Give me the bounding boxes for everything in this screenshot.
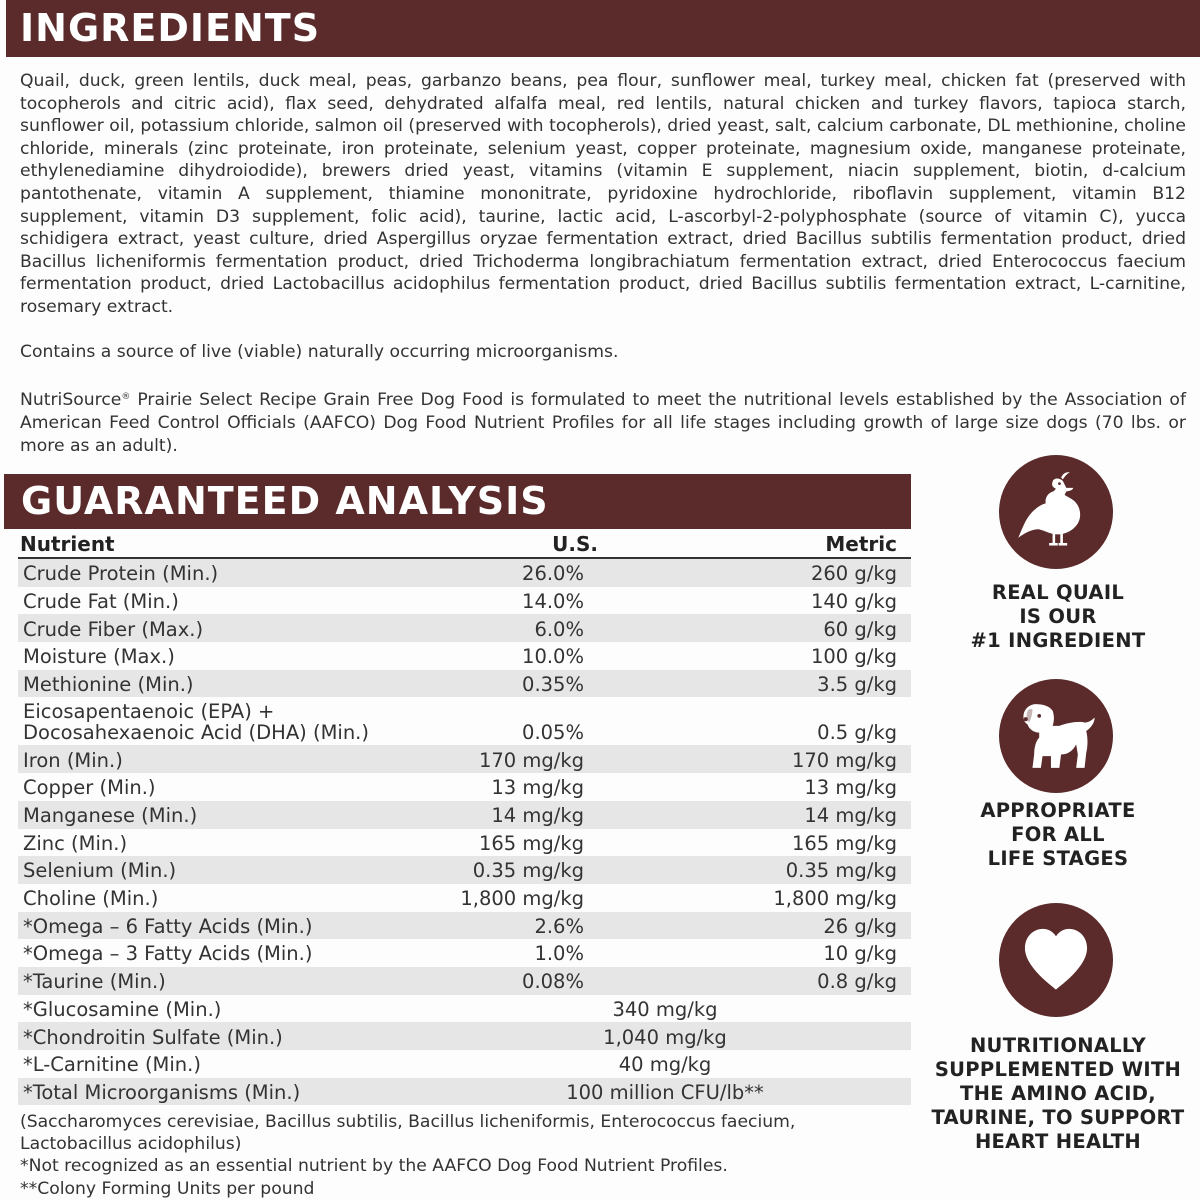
badge-line: TAURINE, TO SUPPORT [931, 1106, 1185, 1129]
nutrient-name: Crude Fat (Min.) [23, 589, 179, 613]
registered-mark: ® [121, 392, 131, 403]
metric-value: 0.5 g/kg [817, 720, 897, 744]
quail-icon [1013, 469, 1099, 555]
metric-value: 14 mg/kg [804, 804, 897, 827]
table-row [18, 995, 911, 1023]
us-value: 0.08% [522, 970, 584, 994]
nutrient-name: *Glucosamine (Min.) [23, 997, 222, 1021]
metric-value: 165 mg/kg [791, 831, 897, 855]
us-value: 6.0% [534, 617, 584, 641]
metric-value: 60 g/kg [823, 617, 897, 641]
us-value: 13 mg/kg [491, 776, 584, 800]
nutrient-value: 40 mg/kg [618, 1053, 712, 1077]
heart-icon [1019, 923, 1093, 997]
note-aafco: *Not recognized as an essential nutrient by the AAFCO Dog Food Nutrient Profiles. [20, 1156, 728, 1177]
col-us: U.S. [552, 532, 598, 556]
badge-line: APPROPRIATE [980, 799, 1136, 822]
nutrient-name: Zinc (Min.) [23, 831, 128, 855]
badge-line: IS OUR [1019, 605, 1097, 628]
nutrient-name: Iron (Min.) [23, 748, 123, 772]
nutrient-name: *Omega – 6 Fatty Acids (Min.) [23, 914, 313, 938]
us-value: 0.05% [522, 720, 584, 744]
table-row [18, 614, 911, 642]
nutrient-name: *Omega – 3 Fatty Acids (Min.) [23, 942, 313, 966]
badge-line: NUTRITIONALLY [969, 1034, 1147, 1057]
table-row [18, 1050, 911, 1078]
badge-line: #1 INGREDIENT [970, 629, 1146, 652]
metric-value: 13 mg/kg [804, 776, 897, 800]
metric-value: 1,800 mg/kg [773, 887, 897, 911]
table-row [18, 967, 911, 995]
table-row [18, 829, 911, 857]
us-value: 10.0% [522, 645, 584, 669]
col-nutrient: Nutrient [20, 532, 115, 556]
us-value: 170 mg/kg [478, 748, 584, 772]
nutrient-name: Copper (Min.) [23, 776, 156, 800]
us-value: 26.0% [522, 562, 584, 586]
nutrient-name: Selenium (Min.) [23, 859, 177, 883]
table-row [18, 642, 911, 670]
analysis-table [18, 532, 911, 1105]
metric-value: 10 g/kg [823, 942, 897, 966]
table-row [18, 884, 911, 912]
metric-value: 140 g/kg [810, 589, 897, 613]
nutrient-name: Crude Protein (Min.) [23, 562, 219, 586]
nutrient-name: *L-Carnitine (Min.) [23, 1053, 201, 1077]
metric-value: 170 mg/kg [791, 748, 897, 772]
nutrient-name: Methionine (Min.) [23, 672, 194, 696]
microorganisms-statement: Contains a source of live (viable) naturally occurring microorganisms. [20, 342, 619, 363]
metric-value: 26 g/kg [823, 914, 897, 938]
us-value: 14.0% [522, 589, 584, 613]
table-row [18, 801, 911, 829]
aafco-statement [20, 386, 1186, 457]
table-row [18, 670, 911, 698]
nutrient-name: *Total Microorganisms (Min.) [23, 1080, 301, 1104]
table-body [18, 559, 911, 1105]
us-value: 2.6% [534, 914, 584, 938]
heart-badge [999, 903, 1113, 1017]
nutrient-name: Crude Fiber (Max.) [23, 617, 204, 641]
quail-badge-text [916, 581, 1200, 653]
badge-line: THE AMINO ACID, [960, 1082, 1156, 1105]
puppy-badge [999, 679, 1113, 793]
table-row [18, 939, 911, 967]
table-row [18, 1078, 911, 1106]
badge-line: FOR ALL [1011, 823, 1105, 846]
us-value: 165 mg/kg [478, 831, 584, 855]
brand-name: NutriSource [20, 390, 122, 411]
analysis-notes [20, 1111, 900, 1200]
badge-line: SUPPLEMENTED WITH [934, 1058, 1182, 1081]
table-row [18, 912, 911, 940]
puppy-icon [1014, 694, 1098, 778]
nutrient-name: Manganese (Min.) [23, 804, 198, 827]
nutrient-name: Eicosapentaenoic (EPA) + Docosahexaenoic Acid (DHA) (Min.) [23, 700, 369, 744]
nutrient-name: Choline (Min.) [23, 887, 159, 911]
aafco-text: Prairie Select Recipe Grain Free Dog Food is formulated to meet the nutritional levels established by the Association of American Feed Control Officials (AAFCO) Dog Food Nutrient Profiles for all life stages including growth of large size dogs (70 lbs. or more as an adult). [20, 390, 1186, 456]
table-header [18, 532, 911, 559]
nutrient-value: 100 million CFU/lb** [566, 1080, 764, 1104]
badge-line: REAL QUAIL [991, 581, 1125, 604]
puppy-badge-text [916, 799, 1200, 871]
nutrient-value: 340 mg/kg [612, 997, 718, 1021]
metric-value: 100 g/kg [810, 645, 897, 669]
note-species: (Saccharomyces cerevisiae, Bacillus subtilis, Bacillus licheniformis, Enterococcus faecium, Lactobacillus acidophilus) [20, 1112, 796, 1155]
badge-line: HEART HEALTH [974, 1130, 1142, 1153]
us-value: 0.35% [522, 672, 584, 696]
metric-value: 0.35 mg/kg [785, 859, 897, 883]
us-value: 0.35 mg/kg [472, 859, 584, 883]
analysis-heading: GUARANTEED ANALYSIS [4, 474, 911, 529]
us-value: 14 mg/kg [491, 804, 584, 827]
quail-badge [999, 455, 1113, 569]
metric-value: 260 g/kg [810, 562, 897, 586]
ingredients-body [20, 70, 1186, 457]
ingredients-list: Quail, duck, green lentils, duck meal, peas, garbanzo beans, pea flour, sunflower meal, turkey meal, chicken fat (preserved with tocopherols and citric acid), flax seed, dehydrated alfalfa meal, red lentils, natural chicken and turkey flavors, tapioca starch, sunflower oil, potassium chloride, salmon oil (preserved with tocopherols), dried yeast, salt, calcium carbonate, DL methionine, choline chloride, minerals (zinc proteinate, iron proteinate, selenium yeast, copper proteinate, magnesium oxide, manganese proteinate, ethylenediamine dihydroiodide), brewers dried yeast, vitamins (vitamin E supplement, niacin supplement, biotin, d-calcium pantothenate, vitamin A supplement, thiamine mononitrate, pyridoxine hydrochloride, riboflavin supplement, vitamin B12 supplement, vitamin D3 supplement, folic acid), taurine, lactic acid, L-ascorbyl-2-polyphosphate (source of vitamin C), yucca schidigera extract, yeast culture, dried Aspergillus oryzae fermentation extract, dried Bacillus subtilis fermentation product, dried Bacillus licheniformis fermentation product, dried Trichoderma longibrachiatum fermentation extract, dried Enterococcus faecium fermentation product, dried Lactobacillus acidophilus fermentation product, dried Bacillus subtilis fermentation extract, L-carnitine, rosemary extract. [20, 71, 1186, 317]
note-cfu: **Colony Forming Units per pound [20, 1178, 315, 1199]
table-row [18, 559, 911, 587]
nutrient-value: 1,040 mg/kg [603, 1025, 727, 1049]
heart-badge-text [916, 1034, 1200, 1154]
col-metric: Metric [825, 532, 897, 556]
nutrient-name: *Taurine (Min.) [23, 970, 166, 994]
badge-line: LIFE STAGES [987, 847, 1129, 870]
metric-value: 3.5 g/kg [817, 672, 897, 696]
table-row [18, 587, 911, 615]
table-row [18, 1022, 911, 1050]
metric-value: 0.8 g/kg [817, 970, 897, 994]
us-value: 1.0% [534, 942, 584, 966]
nutrient-name: Moisture (Max.) [23, 645, 175, 669]
nutrient-name: *Chondroitin Sulfate (Min.) [23, 1025, 283, 1049]
us-value: 1,800 mg/kg [460, 887, 584, 911]
table-row [18, 697, 911, 745]
table-row [18, 856, 911, 884]
table-row [18, 745, 911, 773]
ingredients-heading: INGREDIENTS [6, 0, 1200, 57]
table-row [18, 773, 911, 801]
